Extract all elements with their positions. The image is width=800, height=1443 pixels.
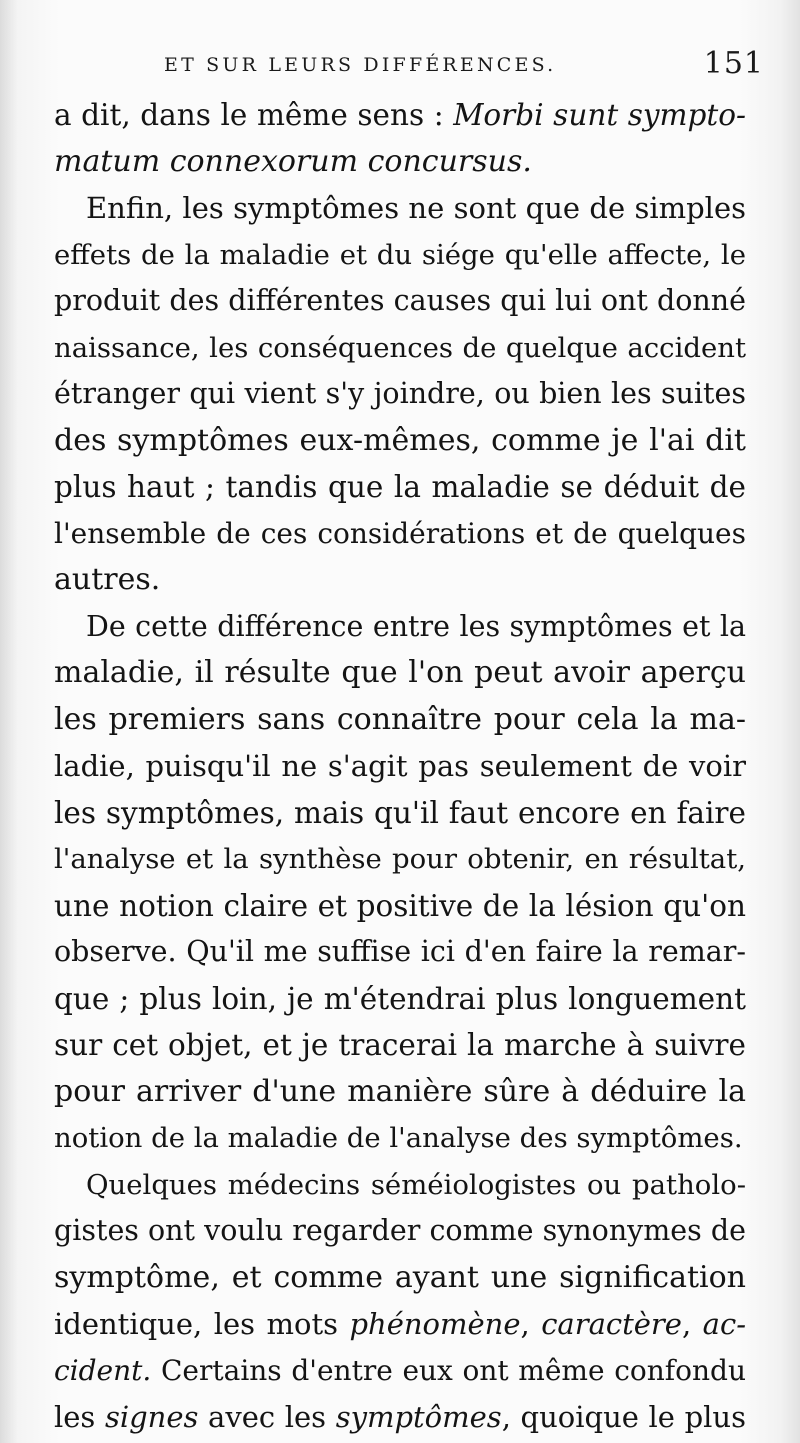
text-segment: les [54,1400,105,1434]
text-line [54,1301,746,1348]
text-segment: naissance, les conséquences de quelque accident [54,331,746,364]
text-line [54,1394,746,1441]
text-line [54,836,746,883]
text-segment: une notion claire et positive de la lésion qu'on [54,888,746,923]
text-line [54,1348,746,1395]
text-segment: Certains d'entre eux ont même confondu [151,1353,746,1387]
text-segment: Enfin, les symptômes ne sont que de simples [86,191,746,225]
text-segment: les symptômes, mais qu'il faut encore en faire [54,795,746,830]
text-segment: a dit, dans le même sens : [54,98,454,132]
italic-text: cident. [54,1353,152,1387]
text-segment: notion de la maladie de l'analyse des symptômes. [54,1122,743,1154]
text-segment: maladie, il résulte que l'on peut avoir aperçu [54,655,746,690]
text-segment: plus haut ; tandis que la maladie se déduit de [54,470,746,504]
running-head: ET SUR LEURS DIFFÉRENCES. [164,54,557,76]
italic-text: phénomène [349,1307,521,1341]
text-segment: les premiers sans connaître pour cela la ma- [54,701,746,737]
text-segment: avec les [198,1400,336,1434]
text-segment: sur cet objet, et je tracerai la marche à suivre [54,1028,746,1062]
text-line [54,976,746,1023]
text-segment: autres. [54,562,161,597]
text-line [54,790,746,837]
text-segment: étranger qui vient s'y joindre, ou bien les suites [54,377,746,410]
body-text [54,92,746,1441]
text-segment: identique, les mots [54,1307,350,1341]
text-line [54,1208,746,1255]
text-line [54,139,746,186]
text-line [54,929,746,976]
text-line [54,418,746,465]
italic-text: symptômes [335,1400,502,1434]
text-line [54,464,746,511]
text-segment: Quelques médecins séméiologistes ou patholo- [86,1168,746,1201]
italic-text: Morbi sunt sympto- [453,98,746,132]
text-segment: que ; plus loin, je m'étendrai plus longuement [54,981,746,1016]
text-segment: des symptômes eux-mêmes, comme je l'ai dit [54,422,746,458]
text-line [54,883,746,930]
text-line [54,92,746,139]
page-number: 151 [703,46,764,81]
text-segment: , [520,1307,542,1341]
text-segment: , [681,1307,703,1341]
text-segment: symptôme, et comme ayant une signification [54,1259,746,1295]
text-line [54,232,746,279]
text-segment: produit des différentes causes qui lui ont donné [54,284,746,317]
text-line [54,278,746,325]
page-header [164,46,764,80]
text-segment: l'analyse et la synthèse pour obtenir, en résultat, [54,843,746,875]
italic-text: caractère [541,1307,682,1341]
text-line [54,743,746,790]
text-line [54,604,746,651]
text-segment: effets de la maladie et du siége qu'elle affecte, le [54,238,746,271]
italic-text: signes [104,1400,199,1434]
text-segment: , quoique le plus [501,1400,746,1434]
text-segment: De cette différence entre les symptômes et la [86,609,746,643]
text-segment: gistes ont voulu regarder comme synonymes de [54,1214,746,1247]
text-line [54,185,746,232]
text-line [54,1162,746,1209]
text-line [54,1115,746,1162]
text-segment: l'ensemble de ces considérations et de quelques [54,516,746,550]
text-line [54,371,746,418]
text-line [54,697,746,744]
italic-text: ac- [702,1307,746,1341]
text-segment: observe. Qu'il me suffise ici d'en faire la remar- [54,935,746,968]
text-segment: pour arriver d'une manière sûre à déduire la [54,1073,746,1109]
text-line [54,557,746,604]
text-line [54,511,746,558]
text-line [54,1069,746,1116]
text-line [54,1255,746,1302]
text-line [54,325,746,372]
text-line [54,650,746,697]
text-segment: ladie, puisqu'il ne s'agit pas seulement de voir [54,749,746,783]
italic-text: matum connexorum concursus. [54,143,532,179]
text-line [54,1022,746,1069]
